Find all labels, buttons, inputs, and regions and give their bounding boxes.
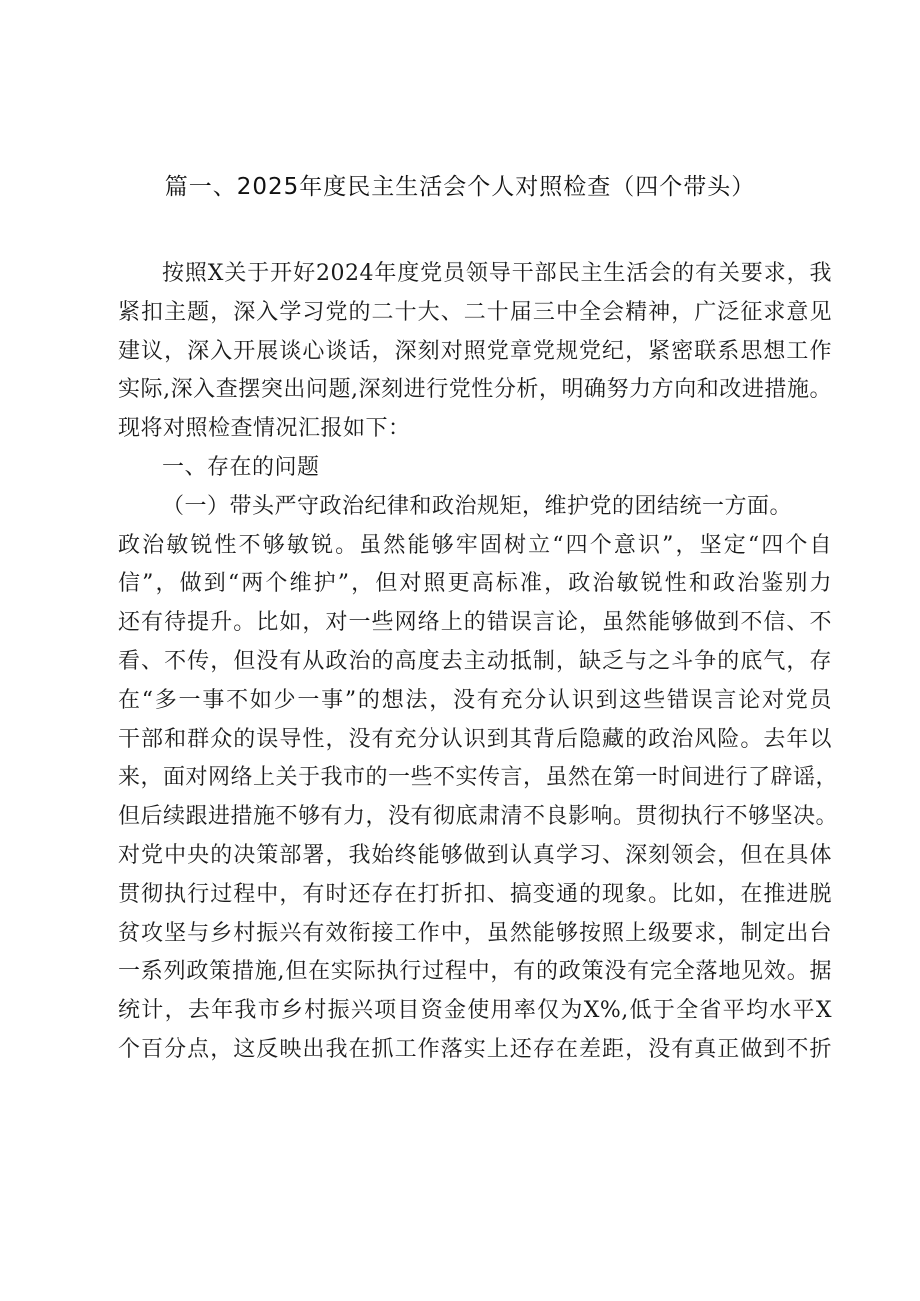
- paragraph-line: 来，面对网络上关于我市的一些不实传言，虽然在第一时间进行了辟谣，: [118, 765, 839, 791]
- paragraph-line: 按照X关于开好2024年度党员领导干部民主生活会的有关要求，我: [162, 261, 832, 286]
- paragraph-line: 建议，深入开展谈心谈话，深刻对照党章党规党纪，紧密联系思想工作: [118, 338, 832, 364]
- document-body: [118, 255, 839, 1070]
- paragraph-line: 贯彻执行过程中，有时还存在打折扣、搞变通的现象。比如，在推进脱: [118, 881, 832, 907]
- paragraph-line: 贫攻坚与乡村振兴有效衔接工作中，虽然能够按照上级要求，制定出台: [118, 920, 832, 946]
- paragraph-line: 但后续跟进措施不够有力，没有彻底肃清不良影响。贯彻执行不够坚决。: [118, 804, 839, 830]
- paragraph-line: 干部和群众的误导性，没有充分认识到其背后隐藏的政治风险。去年以: [118, 726, 832, 752]
- paragraph-line: 统计，去年我市乡村振兴项目资金使用率仅为X%,低于全省平均水平X: [118, 998, 832, 1024]
- paragraph-line: 信”，做到“两个维护”，但对照更高标准，政治敏锐性和政治鉴别力: [118, 571, 832, 597]
- paragraph-line: 实际,深入查摆突出问题,深刻进行党性分析，明确努力方向和改进措施。: [118, 377, 832, 403]
- paragraph-line: 个百分点，这反映出我在抓工作落实上还存在差距，没有真正做到不折: [118, 1036, 832, 1062]
- paragraph-line: 看、不传，但没有从政治的高度去主动抵制，缺乏与之斗争的底气，存: [118, 648, 832, 674]
- paragraph-line: 还有待提升。比如，对一些网络上的错误言论，虽然能够做到不信、不: [118, 610, 832, 636]
- paragraph-line: 一系列政策措施,但在实际执行过程中，有的政策没有完全落地见效。据: [118, 959, 832, 985]
- document-title: 篇一、2025年度民主生活会个人对照检查（四个带头）: [164, 174, 756, 200]
- paragraph-line: 紧扣主题，深入学习党的二十大、二十届三中全会精神，广泛征求意见: [118, 299, 832, 325]
- paragraph-line: 政治敏锐性不够敏锐。虽然能够牢固树立“四个意识”，坚定“四个自: [118, 532, 832, 558]
- paragraph-line: 对党中央的决策部署，我始终能够做到认真学习、深刻领会，但在具体: [118, 842, 832, 868]
- paragraph-line: 在“多一事不如少一事”的想法，没有充分认识到这些错误言论对党员: [118, 687, 832, 713]
- paragraph-line: 现将对照检查情况汇报如下：: [118, 416, 411, 442]
- subsection-heading: （一）带头严守政治纪律和政治规矩，维护党的团结统一方面。: [162, 493, 793, 519]
- section-heading: 一、存在的问题: [162, 454, 320, 480]
